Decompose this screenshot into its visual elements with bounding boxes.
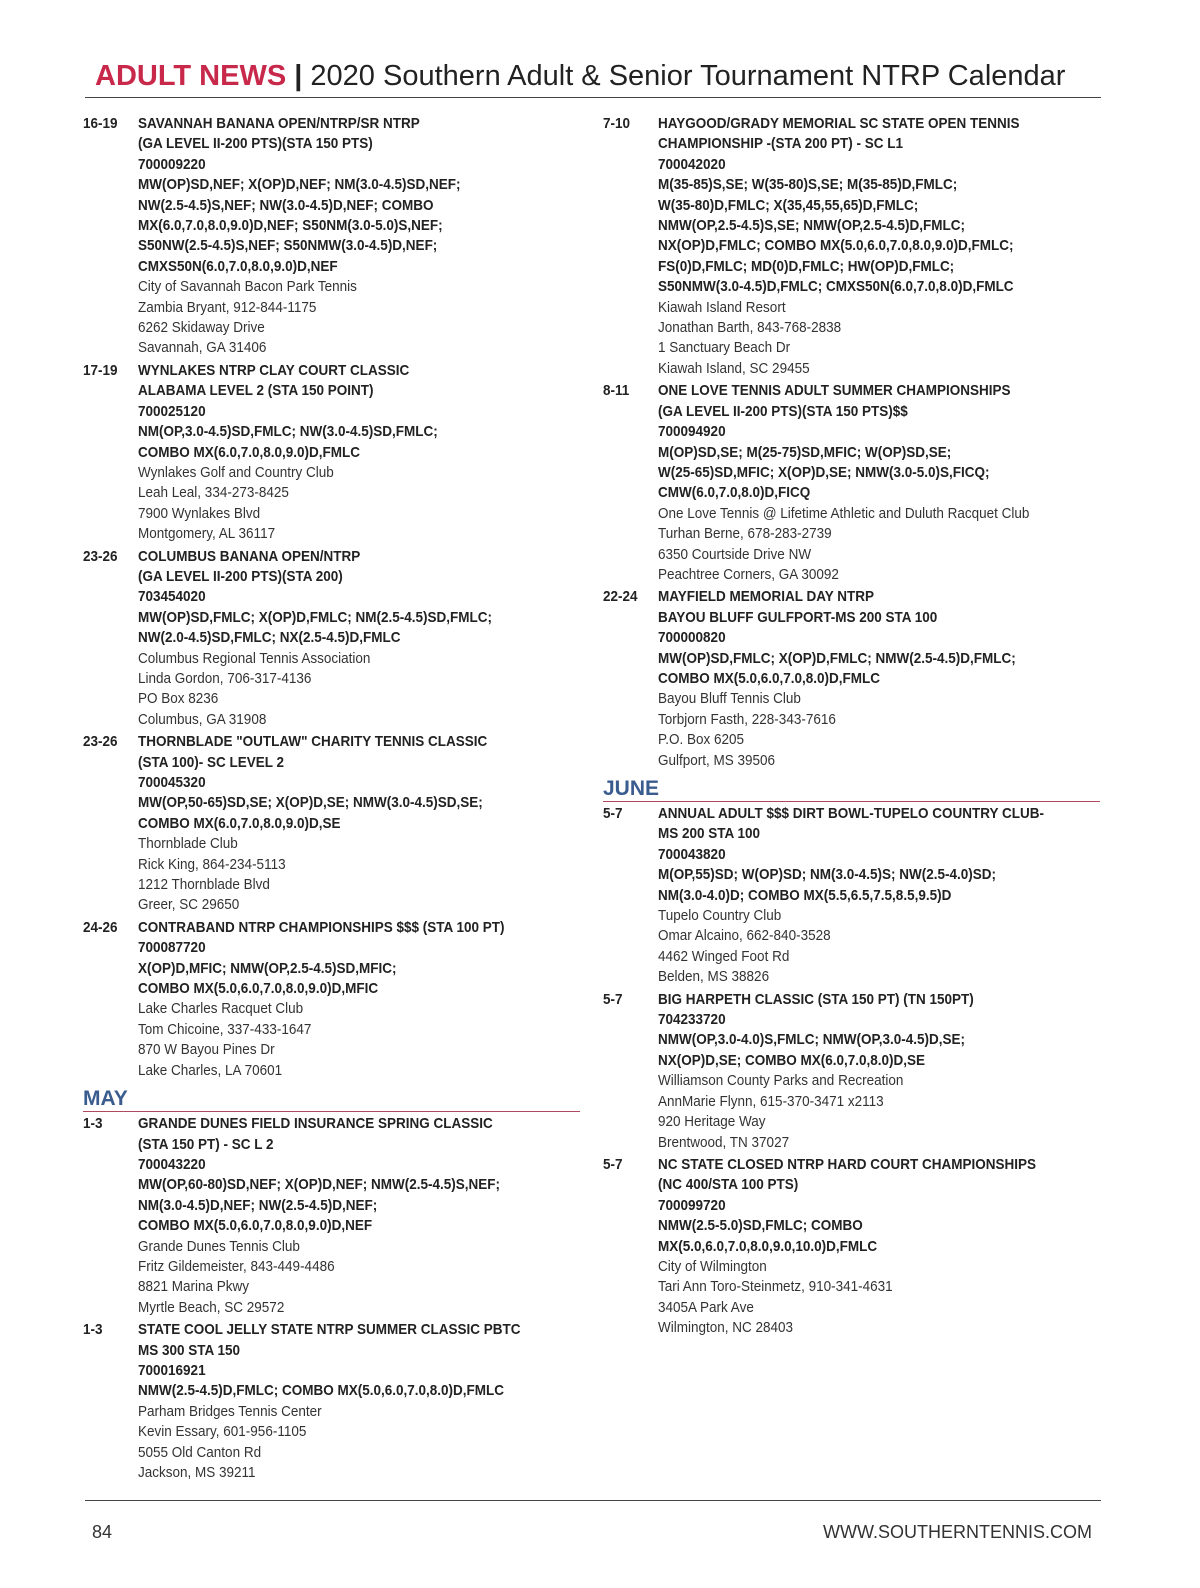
tournament-info-line: 703454020 [138,588,206,606]
tournament-info-line: 700043220 [138,1155,206,1173]
tournament-details [138,547,583,731]
contact-info-line: One Love Tennis @ Lifetime Athletic and Duluth Racquet Club [658,504,1030,522]
contact-info-line: AnnMarie Flynn, 615-370-3471 x2113 [658,1092,884,1110]
footer-rule [85,1500,1101,1501]
contact-info-line: Parham Bridges Tennis Center [138,1402,322,1420]
tournament-entry [603,1155,1103,1339]
contact-info-line: Grande Dunes Tennis Club [138,1237,300,1255]
tournament-info-line: COMBO MX(6.0,7.0,8.0,9.0)D,FMLC [138,443,361,461]
tournament-info-line: 700045320 [138,774,206,791]
tournament-info-line: (STA 150 PT) - SC L 2 [138,1135,274,1153]
right-column [603,114,1103,1341]
tournament-info-line: FS(0)D,FMLC; MD(0)D,FMLC; HW(OP)D,FMLC; [658,257,955,275]
tournament-entry [603,381,1103,585]
contact-info-line: Thornblade Club [138,835,238,853]
tournament-details [658,1155,1103,1339]
contact-info-line: Belden, MS 38826 [658,968,770,986]
tournament-info-line: COMBO MX(6.0,7.0,8.0,9.0)D,SE [138,814,341,832]
tournament-info-line: M(OP,55)SD; W(OP)SD; NM(3.0-4.5)S; NW(2.5-4.0)SD; [658,866,997,884]
tournament-dates: 17-19 [83,361,118,379]
tournament-info-line: MX(5.0,6.0,7.0,8.0,9.0,10.0)D,FMLC [658,1237,878,1255]
contact-info-line: City of Wilmington [658,1257,767,1275]
tournament-info-line: NMW(2.5-4.5)D,FMLC; COMBO MX(5.0,6.0,7.0,8.0)D,FMLC [138,1382,505,1400]
tournament-info-line: M(35-85)S,SE; W(35-80)S,SE; M(35-85)D,FMLC; [658,176,958,194]
page-header [95,58,1105,94]
contact-info-line: Linda Gordon, 706-317-4136 [138,669,312,687]
tournament-info-line: SAVANNAH BANANA OPEN/NTRP/SR NTRP [138,115,420,132]
tournament-info-line: 700000820 [658,629,726,647]
website-link[interactable]: WWW.SOUTHERNTENNIS.COM [823,1522,1092,1542]
contact-info-line: Myrtle Beach, SC 29572 [138,1298,285,1316]
tournament-details [658,114,1103,379]
tournament-info-line: 700099720 [658,1196,726,1214]
tournament-info-line: MW(OP,60-80)SD,NEF; X(OP)D,NEF; NMW(2.5-4.5)S,NEF; [138,1176,501,1194]
tournament-details [138,1320,583,1483]
tournament-info-line: NMW(OP,3.0-4.0)S,FMLC; NMW(OP,3.0-4.5)D,SE; [658,1031,966,1049]
tournament-dates: 24-26 [83,918,118,936]
tournament-info-line: (NC 400/STA 100 PTS) [658,1176,799,1194]
tournament-info-line: ALABAMA LEVEL 2 (STA 150 POINT) [138,382,374,400]
contact-info-line: Kiawah Island, SC 29455 [658,359,810,377]
tournament-entry [83,732,583,916]
contact-info-line: City of Savannah Bacon Park Tennis [138,278,357,296]
tournament-info-line: 700042020 [658,155,726,173]
tournament-info-line: W(35-80)D,FMLC; X(35,45,55,65)D,FMLC; [658,196,919,214]
contact-info-line: Torbjorn Fasth, 228-343-7616 [658,710,836,728]
contact-info-line: Kiawah Island Resort [658,298,786,316]
contact-info-line: Peachtree Corners, GA 30092 [658,565,839,583]
tournament-info-line: THORNBLADE "OUTLAW" CHARITY TENNIS CLASSIC [138,733,488,751]
tournament-info-line: NC STATE CLOSED NTRP HARD COURT CHAMPIONSHIPS [658,1155,1037,1173]
tournament-info-line: ONE LOVE TENNIS ADULT SUMMER CHAMPIONSHIPS [658,382,1011,400]
tournament-entry [603,804,1103,988]
month-heading-may: MAY [83,1087,580,1112]
tournament-info-line: COLUMBUS BANANA OPEN/NTRP [138,547,361,565]
tournament-info-line: CHAMPIONSHIP -(STA 200 PT) - SC L1 [658,135,904,153]
tournament-info-line: (GA LEVEL II-200 PTS)(STA 200) [138,567,343,585]
tournament-info-line: 700094920 [658,423,726,441]
contact-info-line: 4462 Winged Foot Rd [658,947,790,965]
contact-info-line: Leah Leal, 334-273-8425 [138,484,289,502]
tournament-info-line: MS 300 STA 150 [138,1341,241,1359]
contact-info-line: Rick King, 864-234-5113 [138,855,286,873]
tournament-info-line: COMBO MX(5.0,6.0,7.0,8.0,9.0)D,NEF [138,1217,373,1235]
contact-info-line: Fritz Gildemeister, 843-449-4486 [138,1257,335,1275]
tournament-dates: 5-7 [603,990,623,1008]
contact-info-line: P.O. Box 6205 [658,731,745,749]
tournament-entry [83,547,583,731]
contact-info-line: 920 Heritage Way [658,1113,766,1131]
tournament-dates: 7-10 [603,115,631,132]
tournament-details [138,732,583,916]
tournament-info-line: NMW(2.5-5.0)SD,FMLC; COMBO [658,1217,863,1235]
tournament-info-line: MAYFIELD MEMORIAL DAY NTRP [658,588,875,606]
header-rule [85,97,1101,98]
tournament-dates: 5-7 [603,805,623,822]
tournament-info-line: WYNLAKES NTRP CLAY COURT CLASSIC [138,361,410,379]
tournament-entry [83,1114,583,1318]
tournament-dates: 22-24 [603,588,638,606]
contact-info-line: Montgomery, AL 36117 [138,525,276,543]
tournament-info-line: 700043820 [658,845,726,863]
tournament-entry [83,114,583,359]
page-title: 2020 Southern Adult & Senior Tournament NTRP Calendar [310,60,1066,92]
contact-info-line: Kevin Essary, 601-956-1105 [138,1423,307,1441]
contact-info-line: Zambia Bryant, 912-844-1175 [138,298,317,316]
tournament-info-line: NX(OP)D,FMLC; COMBO MX(5.0,6.0,7.0,8.0,9.0)D,FMLC; [658,237,1014,255]
tournament-info-line: MX(6.0,7.0,8.0,9.0)D,NEF; S50NM(3.0-5.0)S,NEF; [138,217,443,235]
page-number: 84 [92,1522,113,1542]
tournament-info-line: COMBO MX(5.0,6.0,7.0,8.0)D,FMLC [658,669,881,687]
contact-info-line: Turhan Berne, 678-283-2739 [658,525,832,543]
tournament-info-line: S50NMW(3.0-4.5)D,FMLC; CMXS50N(6.0,7.0,8.0)D,FMLC [658,278,1014,296]
tournament-details [658,804,1103,988]
contact-info-line: PO Box 8236 [138,690,219,708]
tournament-entry [603,114,1103,379]
tournament-info-line: HAYGOOD/GRADY MEMORIAL SC STATE OPEN TENNIS [658,115,1020,132]
tournament-dates: 1-3 [83,1115,103,1133]
contact-info-line: 1 Sanctuary Beach Dr [658,339,791,357]
tournament-info-line: M(OP)SD,SE; M(25-75)SD,MFIC; W(OP)SD,SE; [658,443,952,461]
contact-info-line: Omar Alcaino, 662-840-3528 [658,927,831,945]
contact-info-line: 1212 Thornblade Blvd [138,876,270,894]
tournament-info-line: MW(OP)SD,FMLC; X(OP)D,FMLC; NMW(2.5-4.5)D,FMLC; [658,649,1016,667]
tournament-info-line: NW(2.0-4.5)SD,FMLC; NX(2.5-4.5)D,FMLC [138,629,401,647]
tournament-info-line: (STA 100)- SC LEVEL 2 [138,753,285,771]
contact-info-line: Columbus, GA 31908 [138,710,267,728]
contact-info-line: 6262 Skidaway Drive [138,319,265,337]
tournament-info-line: (GA LEVEL II-200 PTS)(STA 150 PTS) [138,135,373,153]
contact-info-line: Jonathan Barth, 843-768-2838 [658,319,842,337]
tournament-details [658,587,1103,771]
contact-info-line: Bayou Bluff Tennis Club [658,690,801,708]
contact-info-line: Tari Ann Toro-Steinmetz, 910-341-4631 [658,1278,893,1296]
tournament-info-line: NW(2.5-4.5)S,NEF; NW(3.0-4.5)D,NEF; COMBO [138,196,434,214]
contact-info-line: 8821 Marina Pkwy [138,1278,250,1296]
contact-info-line: Tupelo Country Club [658,907,782,925]
tournament-details [658,990,1103,1153]
tournament-info-line: GRANDE DUNES FIELD INSURANCE SPRING CLASSIC [138,1115,493,1133]
tournament-entry [603,990,1103,1153]
contact-info-line: 6350 Courtside Drive NW [658,545,812,563]
tournament-info-line: BAYOU BLUFF GULFPORT-MS 200 STA 100 [658,608,938,626]
tournament-info-line: NX(OP)D,SE; COMBO MX(6.0,7.0,8.0)D,SE [658,1051,926,1069]
tournament-info-line: CMW(6.0,7.0,8.0)D,FICQ [658,484,811,502]
tournament-info-line: COMBO MX(5.0,6.0,7.0,8.0,9.0)D,MFIC [138,980,379,998]
tournament-info-line: 704233720 [658,1011,726,1029]
tournament-entry [603,587,1103,771]
right-events-b [603,804,1103,1339]
tournament-info-line: STATE COOL JELLY STATE NTRP SUMMER CLASSIC PBTC [138,1321,521,1339]
tournament-info-line: 700009220 [138,155,206,173]
tournament-info-line: MW(OP,50-65)SD,SE; X(OP)D,SE; NMW(3.0-4.5)SD,SE; [138,794,483,812]
contact-info-line: Gulfport, MS 39506 [658,751,776,769]
tournament-info-line: 700087720 [138,939,206,957]
tournament-dates: 23-26 [83,733,118,751]
tournament-info-line: NM(OP,3.0-4.5)SD,FMLC; NW(3.0-4.5)SD,FMLC; [138,423,438,441]
month-heading-june: JUNE [603,777,1100,802]
tournament-info-line: MS 200 STA 100 [658,825,761,843]
tournament-info-line: NM(3.0-4.5)D,NEF; NW(2.5-4.5)D,NEF; [138,1196,378,1214]
tournament-dates: 8-11 [603,382,630,400]
contact-info-line: Savannah, GA 31406 [138,339,267,357]
tournament-dates: 16-19 [83,115,118,132]
tournament-info-line: ANNUAL ADULT $$$ DIRT BOWL-TUPELO COUNTRY CLUB- [658,805,1045,822]
tournament-details [138,918,583,1081]
contact-info-line: 3405A Park Ave [658,1298,754,1316]
tournament-entry [83,1320,583,1483]
tournament-info-line: 700016921 [138,1361,206,1379]
contact-info-line: Tom Chicoine, 337-433-1647 [138,1020,312,1038]
contact-info-line: Williamson County Parks and Recreation [658,1072,904,1090]
left-column [83,114,583,1485]
tournament-dates: 1-3 [83,1321,103,1339]
tournament-info-line: X(OP)D,MFIC; NMW(OP,2.5-4.5)SD,MFIC; [138,959,397,977]
tournament-info-line: CMXS50N(6.0,7.0,8.0,9.0)D,NEF [138,257,338,275]
contact-info-line: Brentwood, TN 37027 [658,1133,790,1151]
tournament-info-line: CONTRABAND NTRP CHAMPIONSHIPS $$$ (STA 100 PT) [138,918,505,936]
tournament-info-line: BIG HARPETH CLASSIC (STA 150 PT) (TN 150PT) [658,990,974,1008]
contact-info-line: Lake Charles, LA 70601 [138,1061,283,1079]
tournament-info-line: S50NW(2.5-4.5)S,NEF; S50NMW(3.0-4.5)D,NEF; [138,237,438,255]
left-events-a [83,114,583,1081]
tournament-info-line: (GA LEVEL II-200 PTS)(STA 150 PTS)$$ [658,402,908,420]
left-events-b [83,1114,583,1483]
header-separator: | [294,60,303,92]
right-events-a [603,114,1103,771]
contact-info-line: Lake Charles Racquet Club [138,1000,304,1018]
contact-info-line: Wynlakes Golf and Country Club [138,463,334,481]
tournament-info-line: MW(OP)SD,FMLC; X(OP)D,FMLC; NM(2.5-4.5)SD,FMLC; [138,608,492,626]
tournament-details [138,1114,583,1318]
tournament-info-line: W(25-65)SD,MFIC; X(OP)D,SE; NMW(3.0-5.0)S,FICQ; [658,463,990,481]
contact-info-line: 870 W Bayou Pines Dr [138,1041,275,1059]
tournament-entry [83,918,583,1081]
contact-info-line: Columbus Regional Tennis Association [138,649,371,667]
tournament-info-line: MW(OP)SD,NEF; X(OP)D,NEF; NM(3.0-4.5)SD,NEF; [138,176,461,194]
tournament-info-line: 700025120 [138,402,206,420]
tournament-info-line: NM(3.0-4.0)D; COMBO MX(5.5,6.5,7.5,8.5,9.5)D [658,886,952,904]
tournament-details [138,361,583,545]
contact-info-line: 5055 Old Canton Rd [138,1443,262,1461]
tournament-details [138,114,583,359]
contact-info-line: Greer, SC 29650 [138,896,240,914]
tournament-details [658,381,1103,585]
tournament-dates: 5-7 [603,1155,623,1173]
section-title: ADULT NEWS [95,60,287,92]
contact-info-line: Jackson, MS 39211 [138,1464,256,1481]
tournament-entry [83,361,583,545]
contact-info-line: 7900 Wynlakes Blvd [138,504,261,522]
contact-info-line: Wilmington, NC 28403 [658,1319,794,1337]
tournament-dates: 23-26 [83,547,118,565]
tournament-info-line: NMW(OP,2.5-4.5)S,SE; NMW(OP,2.5-4.5)D,FMLC; [658,217,966,235]
